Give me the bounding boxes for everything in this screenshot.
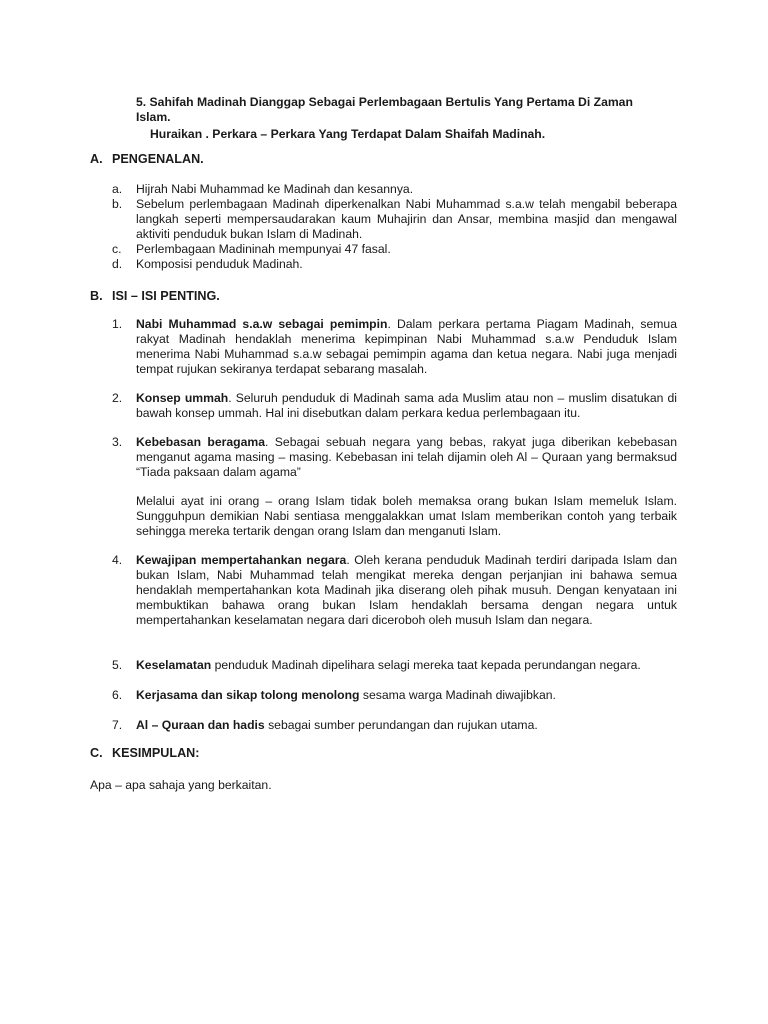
section-b-heading <box>90 289 220 304</box>
list-item <box>112 182 677 197</box>
document-title <box>136 95 677 142</box>
list-marker: b. <box>112 197 123 211</box>
list-item <box>112 242 677 257</box>
item-text: penduduk Madinah dipelihara selagi mereka taat kepada perundangan negara. <box>211 658 641 672</box>
item-text: sesama warga Madinah diwajibkan. <box>359 688 556 702</box>
list-item-text: Komposisi penduduk Madinah. <box>136 257 303 271</box>
pengenalan-list <box>112 182 677 272</box>
list-item <box>112 257 677 272</box>
item-number: 7. <box>112 718 123 732</box>
item-text: . Dalam perkara pertama Piagam Madinah, semua rakyat Madinah hendaklah menerima kepimpinan Nabi Muhammad s.a.w Penduduk Islam menerima Nabi Muhammad s.a.w sebagai pemimpin agama dan ketua negara. Nabi juga menjadi tempat rujukan sekiranya terdapat sebarang masalah. <box>136 317 677 376</box>
item-keyword: Kebebasan beragama <box>136 435 266 449</box>
list-item-text: Sebelum perlembagaan Madinah diperkenalkan Nabi Muhammad s.a.w telah mengabil beberapa langkah seperti mempersaudarakan kaum Muhajirin dan Ansar, membina masjid dan mengawal aktiviti penduduk bukan Islam di Madinah. <box>136 197 677 241</box>
item-text: . Oleh kerana penduduk Madinah terdiri daripada Islam dan bukan Islam, Nabi Muhammad telah mengikat mereka dengan perjanjian ini bahawa semua hendaklah mempertahankan kota Madinah jika diserang oleh pihak musuh. Dengan kenyataan ini membuktikan bahawa orang bukan Islam hendaklah bersama dengan negara untuk mempertahankan keselamatan negara dari diceroboh oleh musuh Islam dan negara. <box>136 553 678 627</box>
title-line-2: Islam. <box>136 110 171 124</box>
isi-item-4 <box>112 553 677 628</box>
section-c-heading <box>90 746 199 761</box>
item-text: . Seluruh penduduk di Madinah sama ada Muslim atau non – muslim disatukan di bawah konsep ummah. Hal ini disebutkan dalam perkara kedua perlembagaan itu. <box>136 391 678 420</box>
conclusion-text: Apa – apa sahaja yang berkaitan. <box>90 778 272 792</box>
isi-item-3 <box>112 435 677 480</box>
section-b-marker: B. <box>90 289 103 303</box>
item-number: 2. <box>112 391 123 405</box>
list-item <box>112 197 677 242</box>
item-number: 6. <box>112 688 123 702</box>
title-line-1: 5. Sahifah Madinah Dianggap Sebagai Perlembagaan Bertulis Yang Pertama Di Zaman <box>136 95 633 109</box>
list-item-text: Perlembagaan Madininah mempunyai 47 fasal. <box>136 242 391 256</box>
section-a-heading <box>90 152 204 167</box>
item-keyword: Kewajipan mempertahankan negara <box>136 553 347 567</box>
item-keyword: Konsep ummah <box>136 391 229 405</box>
section-a-title: PENGENALAN. <box>112 152 204 166</box>
isi-item-5 <box>112 658 677 673</box>
item-number: 4. <box>112 553 123 567</box>
item-keyword: Al – Quraan dan hadis <box>136 718 265 732</box>
isi-item-7 <box>112 718 677 733</box>
list-item-text: Hijrah Nabi Muhammad ke Madinah dan kesannya. <box>136 182 414 196</box>
item-number: 1. <box>112 317 123 331</box>
list-marker: a. <box>112 182 123 196</box>
section-b-title: ISI – ISI PENTING. <box>112 289 220 303</box>
section-c-marker: C. <box>90 746 103 760</box>
item-3-paragraph: Melalui ayat ini orang – orang Islam tidak boleh memaksa orang bukan Islam memeluk Islam. Sungguhpun demikian Nabi sentiasa menggalakkan umat Islam memberikan contoh yang terbaik sehingga mereka tertarik dengan orang Islam dan menganuti Islam. <box>136 494 677 538</box>
item-keyword: Keselamatan <box>136 658 212 672</box>
isi-item-6 <box>112 688 677 703</box>
section-c-title: KESIMPULAN: <box>112 746 200 760</box>
item-keyword: Kerjasama dan sikap tolong menolong <box>136 688 360 702</box>
isi-item-2 <box>112 391 677 421</box>
isi-item-1 <box>112 317 677 377</box>
item-keyword: Nabi Muhammad s.a.w sebagai pemimpin <box>136 317 388 331</box>
item-text: . Sebagai sebuah negara yang bebas, rakyat juga diberikan kebebasan menganut agama masing – masing. Kebebasan ini telah dijamin oleh Al – Quraan yang bermaksud “Tiada paksaan dalam agama” <box>136 435 677 479</box>
list-marker: d. <box>112 257 123 271</box>
item-number: 5. <box>112 658 123 672</box>
section-a-marker: A. <box>90 152 103 166</box>
item-text: sebagai sumber perundangan dan rujukan utama. <box>264 718 538 732</box>
list-marker: c. <box>112 242 122 256</box>
item-number: 3. <box>112 435 123 449</box>
title-line-3: Huraikan . Perkara – Perkara Yang Terdapat Dalam Shaifah Madinah. <box>150 127 546 141</box>
